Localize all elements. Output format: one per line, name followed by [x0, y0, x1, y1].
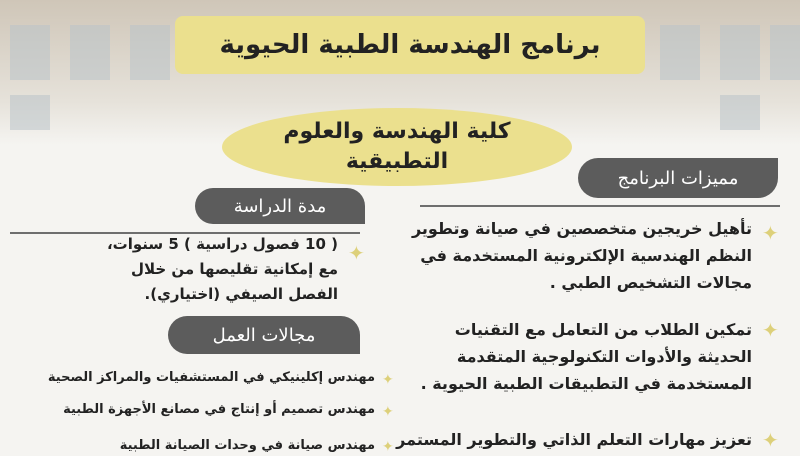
program-title-banner [175, 16, 645, 74]
career-item: مهندس تصميم أو إنتاج في مصانع الأجهزة الطبية [63, 402, 375, 417]
star-bullet-icon: ✦ [762, 221, 779, 245]
star-bullet-icon: ✦ [382, 372, 394, 388]
college-name-line2: التطبيقية [345, 149, 449, 174]
feature-item: تمكين الطلاب من التعامل مع التقنيات الحديثة والأدوات التكنولوجية المتقدمة المستخدمة في التطبيقات الطبية الحيوية . [420, 320, 752, 393]
duration-heading-pill [195, 188, 365, 224]
college-name-badge [222, 108, 572, 186]
career-item: مهندس صيانة في وحدات الصيانة الطبية [119, 438, 375, 453]
features-heading-pill [578, 158, 778, 198]
duration-heading: مدة الدراسة [233, 195, 327, 217]
feature-item: تعزيز مهارات التعلم الذاتي والتطوير المستمر [396, 430, 752, 449]
star-bullet-icon: ✦ [382, 439, 394, 455]
career-item: مهندس إكلينيكي في المستشفيات والمراكز الصحية [47, 370, 375, 385]
careers-heading: مجالات العمل [212, 324, 316, 346]
duration-text: ( 10 فصول دراسية ) 5 سنوات، مع إمكانية تقليصها من خلال الفصل الصيفي (اختياري). [106, 235, 338, 303]
careers-heading-pill [168, 316, 360, 354]
college-name [283, 117, 510, 177]
features-heading: مميزات البرنامج [617, 167, 739, 189]
features-divider [420, 205, 780, 207]
star-bullet-icon: ✦ [762, 428, 779, 452]
program-title: برنامج الهندسة الطبية الحيوية [219, 30, 601, 60]
feature-item: تأهيل خريجين متخصصين في صيانة وتطوير النظم الهندسية الإلكترونية المستخدمة في مجالات التشخيص الطبي . [411, 219, 752, 292]
star-bullet-icon: ✦ [382, 404, 394, 420]
college-name-line1: كلية الهندسة والعلوم [283, 119, 511, 144]
star-bullet-icon: ✦ [348, 241, 365, 265]
star-bullet-icon: ✦ [762, 318, 779, 342]
